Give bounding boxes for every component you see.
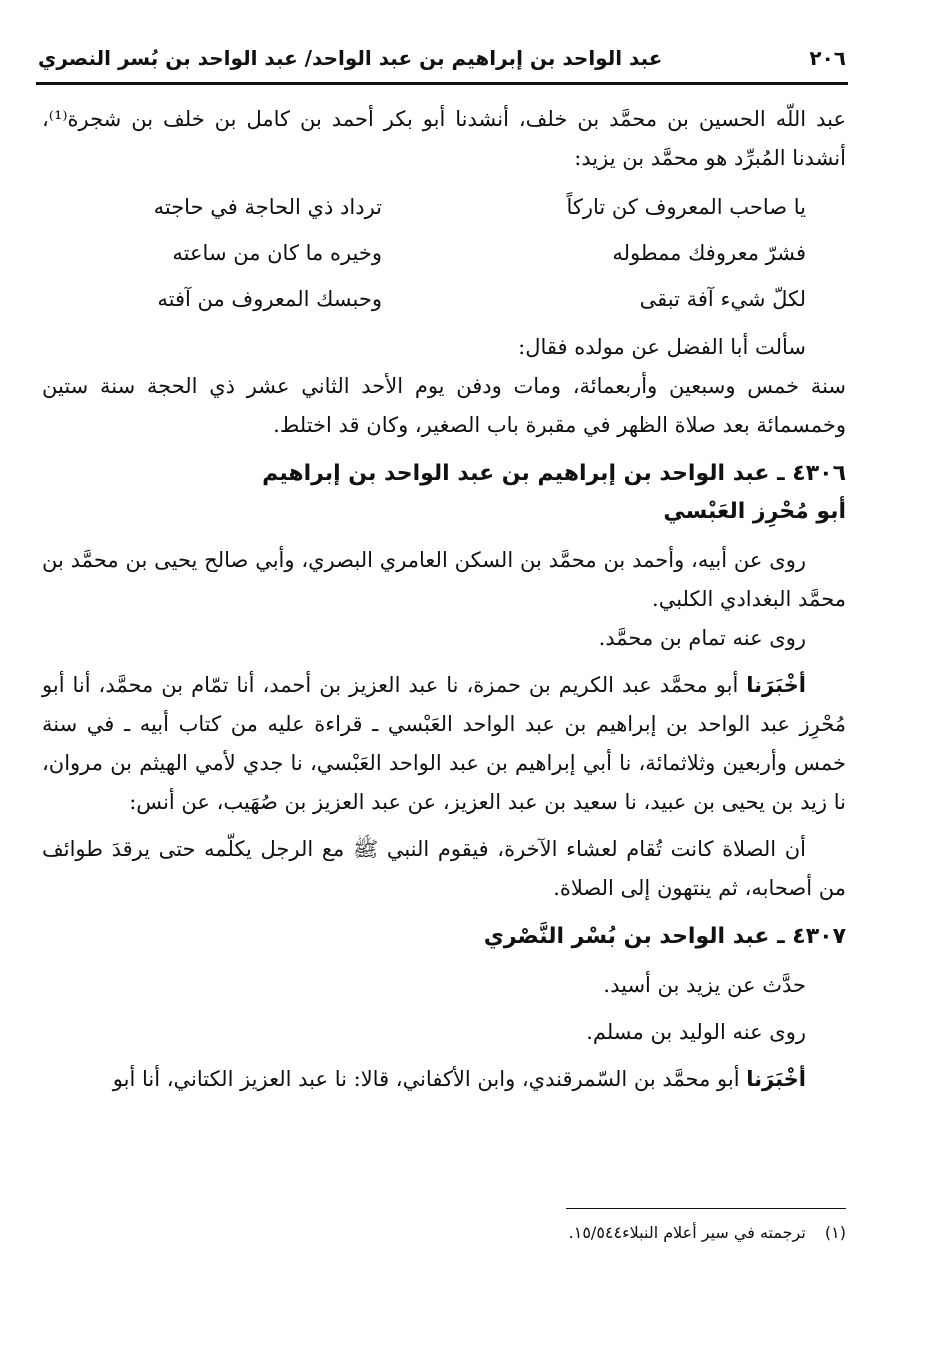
paragraph: روى عن أبيه، وأحمد بن محمَّد بن السكن العامري البصري، وأبي صالح يحيى بن محمَّد بن محمَّد البغدادي الكلبي. [42,548,846,611]
spacer [42,1005,846,1013]
footnote-text: ترجمته في سير أعلام النبلاء١٥/٥٤٤. [568,1223,806,1242]
paragraph: سنة خمس وسبعين وأربعمائة، ومات ودفن يوم الأحد الثاني عشر ذي الحجة سنة ستين وخمسمائة بعد صلاة الظهر في مقبرة باب الصغير، وكان قد اختلط. [42,374,846,437]
verse-second-hemistich: وحبسك المعروف من آفته [157,287,382,311]
akhbarana-keyword: أخْبَرَنا [746,1067,806,1091]
page-number: ٢٠٦ [809,46,846,70]
isnad-text: أبو محمَّد عبد الكريم بن حمزة، نا عبد العزيز بن أحمد، أنا تمّام بن محمَّد، أنا أبو مُحْرِز عبد الواحد بن إبراهيم بن عبد الواحد العَبْسي ـ قراءة عليه من كتاب أبيه ـ في سنة خمس وأربعين وثلاثمائة، نا أبي إبراهيم بن عبد الواحد العَبْسي، نا جدي لأمي الهيثم بن مروان، نا زيد بن يحيى بن عبيد، نا سعيد بن عبد العزيز، عن عبد العزيز بن صُهَيب، عن أنس: [42,673,846,814]
footnote-rule [566,1208,846,1209]
footnote-number: (١) [824,1223,846,1242]
poem [42,184,846,322]
spacer [42,1052,846,1060]
verse-first-hemistich: يا صاحب المعروف كن تاركاً [566,195,806,219]
entry-heading-line: ٤٣٠٦ ـ عبد الواحد بن إبراهيم بن عبد الواحد بن إبراهيم [262,461,846,486]
verse-second-hemistich: وخيره ما كان من ساعته [172,241,382,265]
footnote [42,1220,846,1246]
paragraph: حدَّث عن يزيد بن أسيد. [603,973,806,997]
poem-verse [42,184,846,230]
entry-heading-line: أبو مُحْرِز العَبْسي [663,499,846,524]
poem-verse [42,276,846,322]
akhbarana-keyword: أخْبَرَنا [746,673,806,697]
verse-first-hemistich: لكلّ شيء آفة تبقى [639,287,806,311]
paragraph: روى عنه الوليد بن مسلم. [586,1020,806,1044]
header-rule [36,82,848,85]
spacer [42,658,846,666]
spacer [42,822,846,830]
poem-verse [42,230,846,276]
isnad-paragraph [42,1060,846,1099]
entry-heading-line: ٤٣٠٧ ـ عبد الواحد بن بُسْر النَّصْري [483,924,846,949]
entry-heading-4307 [42,918,846,956]
main-text [42,100,846,1099]
hadith-text: أن الصلاة كانت تُقام لعشاء الآخرة، فيقوم النبي ﷺ مع الرجل يكلّمه حتى يرقدَ طوائف من أصحابه، ثم ينتهون إلى الصلاة. [42,837,846,900]
running-title: عبد الواحد بن إبراهيم بن عبد الواحد/ عبد الواحد بن بُسر النصري [38,46,663,70]
verse-first-hemistich: فشرّ معروفك ممطوله [612,241,806,265]
isnad-paragraph [42,666,846,822]
running-header [38,38,846,78]
verse-second-hemistich: ترداد ذي الحاجة في حاجته [153,195,382,219]
entry-heading-4306 [42,455,846,531]
paragraph: روى عنه تمام بن محمَّد. [598,626,806,650]
paragraph: عبد اللّه الحسين بن محمَّد بن خلف، أنشدنا أبو بكر أحمد بن كامل بن خلف بن شجرة⁽¹⁾، أنشدنا المُبرِّد هو محمَّد بن يزيد: [42,107,846,170]
isnad-text: أبو محمَّد بن السّمرقندي، وابن الأكفاني، قالا: نا عبد العزيز الكتاني، أنا أبو [112,1067,747,1091]
paragraph: سألت أبا الفضل عن مولده فقال: [518,335,806,359]
